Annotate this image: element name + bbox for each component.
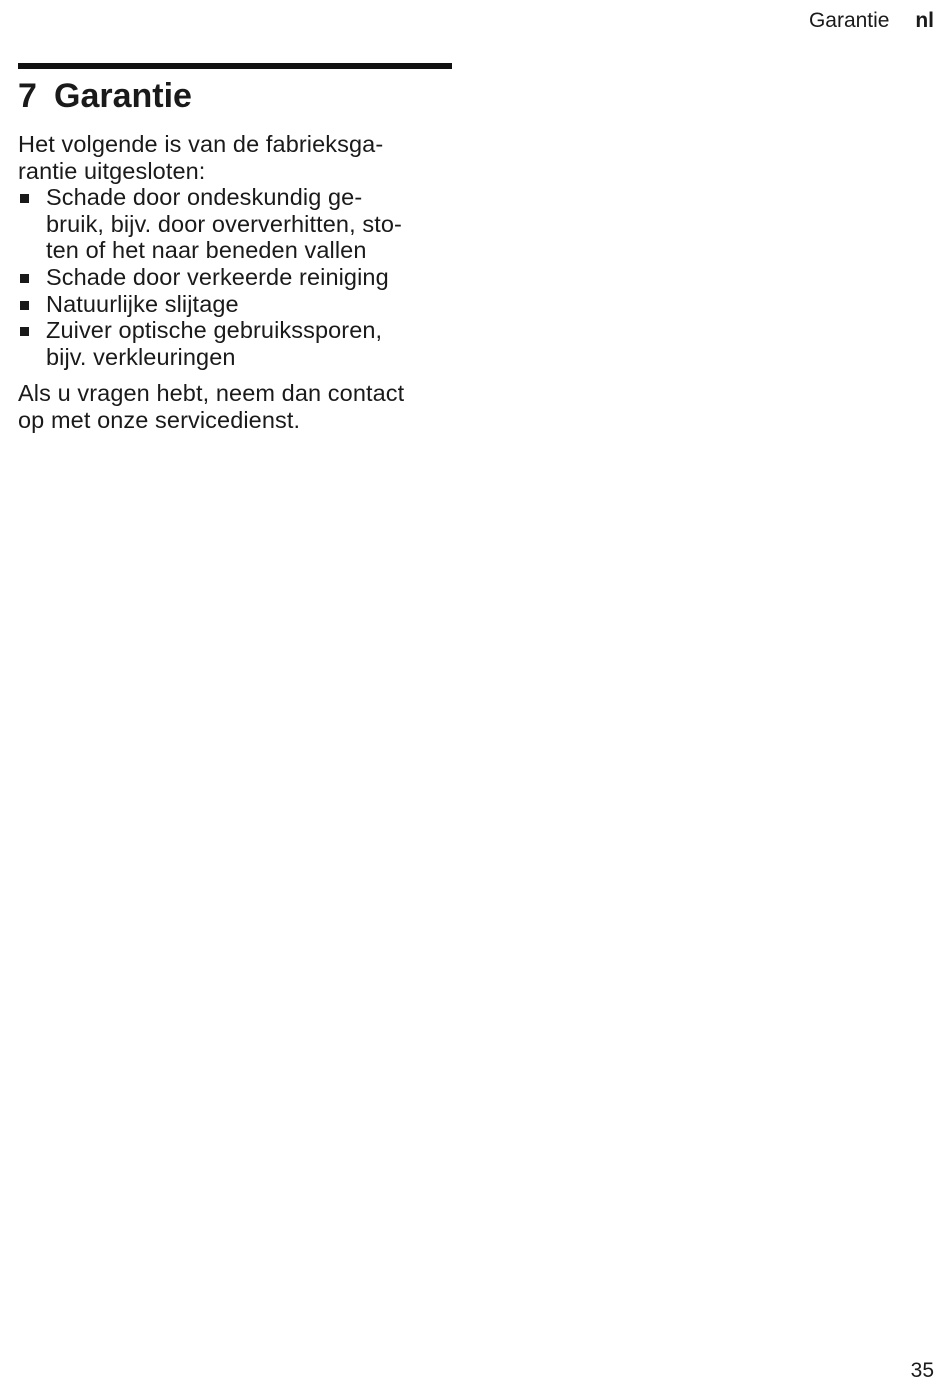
closing-line: op met onze servicedienst. [18,406,301,433]
header-section-title: Garantie [808,9,890,32]
square-bullet-icon [20,327,29,336]
intro-paragraph [18,131,452,184]
chapter-rule [18,63,452,69]
closing-paragraph [18,380,452,433]
list-item [18,291,452,318]
list-item-line: Natuurlijke slijtage [46,290,239,317]
intro-line: Het volgende is van de fabrieksga- [18,131,384,157]
chapter-heading [18,74,452,118]
list-item-line: bruik, bijv. door oververhitten, sto- [46,210,402,237]
closing-line: Als u vragen hebt, neem dan contact [18,380,405,407]
chapter-title: Garantie [54,77,192,115]
exclusion-list [18,184,452,370]
square-bullet-icon [20,194,29,203]
square-bullet-icon [20,274,29,283]
list-item [18,184,452,264]
list-item-line: Zuiver optische gebruikssporen, [46,317,383,344]
intro-line: rantie uitgesloten: [18,157,206,184]
square-bullet-icon [20,301,29,310]
chapter-number: 7 [18,77,37,115]
list-item-line: Schade door ondeskundig ge- [46,184,363,211]
running-header [809,8,934,34]
list-item-line: bijv. verkleuringen [46,343,236,370]
list-item-line: Schade door verkeerde reiniging [46,263,389,290]
list-item [18,264,452,291]
list-item-line: ten of het naar beneden vallen [46,237,367,264]
content-column [18,63,452,434]
header-language-code: nl [915,9,934,32]
page-number: 35 [910,1359,934,1382]
list-item [18,317,452,370]
